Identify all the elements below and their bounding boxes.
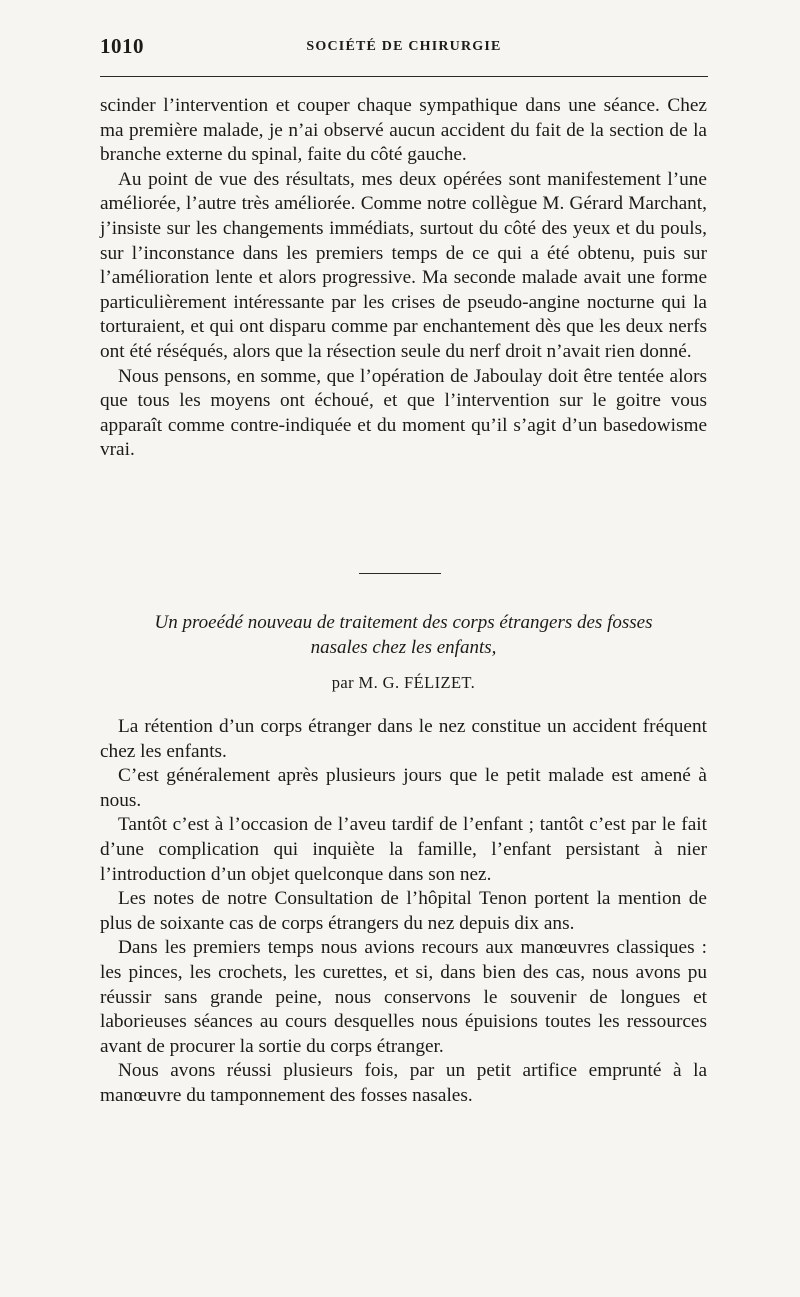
section-new-article [100, 715, 707, 1109]
paragraph: Nous avons réussi plusieurs fois, par un petit artifice emprunté à la manœuvre du tamponnement des fosses nasales. [100, 1060, 707, 1106]
page-header [100, 32, 708, 72]
article-byline: par M. G. FÉLIZET. [331, 673, 476, 692]
paragraph: Tantôt c’est à l’occasion de l’aveu tardif de l’enfant ; tantôt c’est par le fait d’une complication qui inquiète la famille, l’enfant persistant à nier l’introduction d’un objet quelconque dans son nez. [100, 814, 707, 885]
paragraph: Au point de vue des résultats, mes deux opérées sont manifestement l’une améliorée, l’autre très améliorée. Comme notre collègue M. Gérard Marchant, j’insiste sur les changements immédiats, surtout du côté des yeux et du pouls, sur l’inconstance dans les premiers temps de ce qui a été obtenu, puis sur l’amélioration lente et alors progressive. Ma seconde malade avait une forme particulièrement intéressante par les crises de pseudo-angine nocturne qui la torturaient, et qui ont disparu comme par enchantement dès que les deux nerfs ont été réséqués, alors que la résection seule du nerf droit n’avait rien donné. [100, 168, 707, 362]
page-number: 1010 [100, 34, 144, 58]
article-title-line: Un proeédé nouveau de traitement des corps étrangers des fosses [154, 612, 653, 633]
section-previous-article [100, 94, 707, 463]
header-rule [100, 76, 708, 77]
section-divider [359, 573, 441, 574]
article-title [100, 610, 707, 660]
running-title: SOCIÉTÉ DE CHIRURGIE [306, 39, 502, 54]
paragraph: Les notes de notre Consultation de l’hôpital Tenon portent la mention de plus de soixante cas de corps étrangers du nez depuis dix ans. [100, 888, 707, 934]
paragraph: Dans les premiers temps nous avions recours aux manœuvres classiques : les pinces, les crochets, les curettes, et si, dans bien des cas, nous avons pu réussir sans grande peine, nous conservons le souvenir de longues et laborieuses séances au cours desquelles nous épuisions toutes les ressources avant de procurer la sortie du corps étranger. [100, 937, 707, 1057]
article-title-line: nasales chez les enfants, [310, 637, 497, 658]
paragraph: Nous pensons, en somme, que l’opération de Jaboulay doit être tentée alors que tous les moyens ont échoué, et que l’intervention sur le goitre vous apparaît comme contre-indiquée et du moment qu’il s’agit d’un basedowisme vrai. [100, 365, 707, 461]
paragraph: C’est généralement après plusieurs jours que le petit malade est amené à nous. [100, 765, 707, 811]
paragraph: scinder l’intervention et couper chaque sympathique dans une séance. Chez ma première malade, je n’ai observé aucun accident du fait de la section de la branche externe du spinal, faite du côté gauche. [100, 95, 707, 166]
paragraph: La rétention d’un corps étranger dans le nez constitue un accident fréquent chez les enfants. [100, 716, 707, 762]
